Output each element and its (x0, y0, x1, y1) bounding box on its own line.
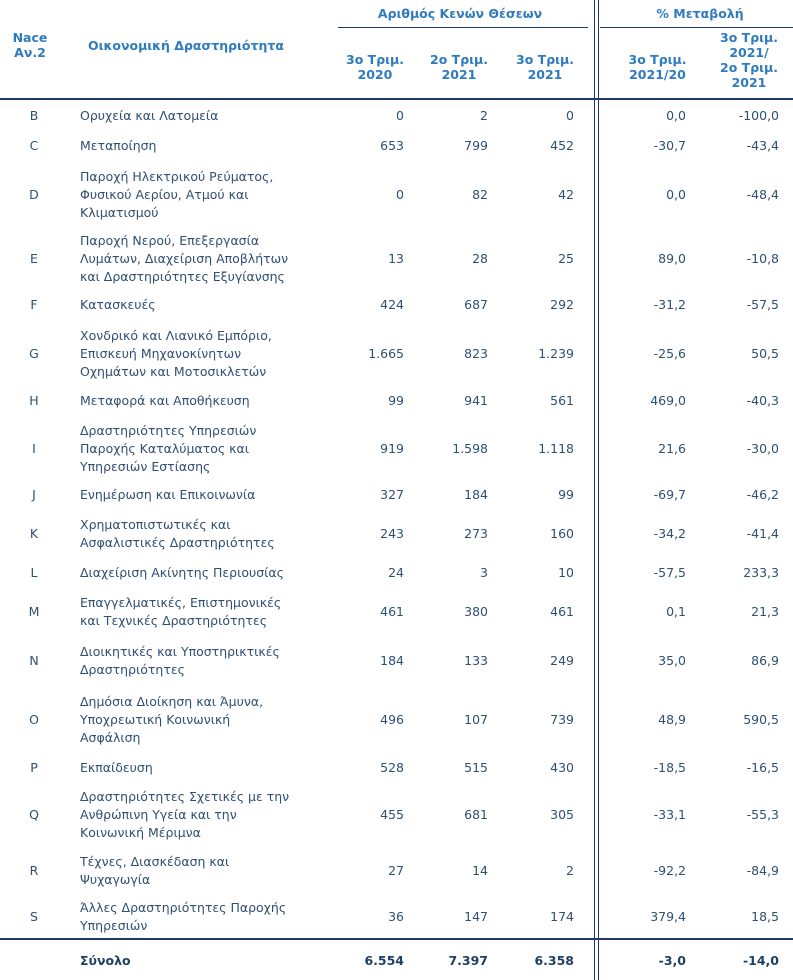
value-q3-2021: 10 (558, 565, 574, 580)
value-q3-2021: 461 (550, 604, 574, 619)
activity-name-line: Παροχή Νερού, Επεξεργασία (80, 233, 260, 248)
change-yoy: -30,7 (653, 138, 686, 153)
value-q3-2020: 1.665 (368, 346, 404, 361)
value-q3-2020: 528 (380, 760, 404, 775)
value-q3-2021: 2 (566, 863, 574, 878)
nace-header (10, 30, 50, 60)
change-yoy: -31,2 (653, 297, 686, 312)
activity-name-line: Ενημέρωση και Επικοινωνία (80, 487, 256, 502)
col5-header (712, 30, 786, 90)
value-q2-2021: 687 (464, 297, 488, 312)
activity-name-line: Κλιματισμού (80, 205, 159, 220)
change-yoy: 89,0 (658, 251, 686, 266)
value-q3-2020: 327 (380, 487, 404, 502)
change-qoq: -46,2 (746, 487, 779, 502)
nace-code: H (29, 393, 39, 408)
change-qoq: 18,5 (751, 909, 779, 924)
column-separator (594, 0, 595, 980)
total-value-col1: 6.554 (364, 953, 404, 968)
activity-name-line: Ψυχαγωγία (80, 872, 151, 887)
activity-name-line: Υπηρεσιών (80, 918, 148, 933)
col1-header-line1: 3ο Τριμ. (346, 52, 404, 67)
nace-code: L (30, 565, 38, 580)
nace-code: R (29, 863, 39, 878)
value-q2-2021: 681 (464, 807, 488, 822)
activity-name-line: Δραστηριότητες Σχετικές με την (80, 789, 290, 804)
activity-name-line: Διοικητικές και Υποστηρικτικές (80, 644, 280, 659)
col2-header-line1: 2ο Τριμ. (430, 52, 488, 67)
col1-header (340, 52, 410, 82)
change-yoy: -33,1 (653, 807, 686, 822)
value-q2-2021: 82 (472, 187, 488, 202)
activity-name-line: Κατασκευές (80, 297, 156, 312)
nace-code: C (29, 138, 39, 153)
change-qoq: -43,4 (746, 138, 779, 153)
change-yoy: -57,5 (653, 565, 686, 580)
change-qoq: -30,0 (746, 441, 779, 456)
activity-name-line: Ασφαλιστικές Δραστηριότητες (80, 535, 275, 550)
total-change-col4: -3,0 (658, 953, 686, 968)
change-yoy: 0,0 (666, 187, 686, 202)
col5-header-line1: 3ο Τριμ. (720, 30, 778, 45)
nace-code: O (29, 712, 39, 727)
value-q3-2020: 424 (380, 297, 404, 312)
change-group-header: % Μεταβολή (656, 6, 744, 21)
column-separator-inner (598, 0, 599, 980)
col4-header-line1: 3ο Τριμ. (628, 52, 687, 67)
col1-header-line2: 2020 (357, 67, 393, 82)
value-q2-2021: 823 (464, 346, 488, 361)
col2-header-line2: 2021 (441, 67, 477, 82)
value-q2-2021: 2 (480, 108, 488, 123)
value-q3-2021: 305 (550, 807, 574, 822)
value-q2-2021: 1.598 (452, 441, 488, 456)
value-q3-2021: 561 (550, 393, 574, 408)
nace-code: Q (29, 807, 39, 822)
activity-name-line: Χονδρικό και Λιανικό Εμπόριο, (80, 328, 272, 343)
activity-name-line: Φυσικού Αερίου, Ατμού και (80, 187, 249, 202)
col2-header (424, 52, 494, 82)
activity-name-line: Δημόσια Διοίκηση και Άμυνα, (80, 694, 264, 709)
total-row (0, 953, 793, 971)
col5-header-line2: 2021/ (729, 45, 769, 60)
nace-code: F (30, 297, 38, 312)
value-q2-2021: 380 (464, 604, 488, 619)
value-q2-2021: 14 (472, 863, 488, 878)
value-q3-2021: 1.118 (538, 441, 574, 456)
activity-header: Οικονομική Δραστηριότητα (88, 38, 284, 53)
value-q3-2021: 25 (558, 251, 574, 266)
activity-name-line: Μεταποίηση (80, 138, 157, 153)
activity-name-line: Υπηρεσιών Εστίασης (80, 459, 211, 474)
activity-name-line: και Τεχνικές Δραστηριότητες (80, 613, 268, 628)
nace-code: K (29, 526, 39, 541)
value-q3-2020: 24 (388, 565, 404, 580)
activity-name-line: Ανθρώπινη Υγεία και την (80, 807, 237, 822)
group-underline-vacancies (338, 27, 588, 28)
activity-name-line: και Δραστηριότητες Εξυγίανσης (80, 269, 285, 284)
change-qoq: -10,8 (746, 251, 779, 266)
value-q3-2020: 0 (396, 187, 404, 202)
change-qoq: -41,4 (746, 526, 779, 541)
change-qoq: -40,3 (746, 393, 779, 408)
change-qoq: -55,3 (746, 807, 779, 822)
value-q3-2020: 99 (388, 393, 404, 408)
activity-name-line: Υποχρεωτική Κοινωνική (80, 712, 231, 727)
total-label: Σύνολο (80, 953, 131, 968)
value-q2-2021: 184 (464, 487, 488, 502)
value-q3-2021: 0 (566, 108, 574, 123)
value-q3-2021: 292 (550, 297, 574, 312)
change-qoq: -16,5 (746, 760, 779, 775)
total-value-col2: 7.397 (448, 953, 488, 968)
col3-header-line1: 3ο Τριμ. (516, 52, 574, 67)
value-q2-2021: 147 (464, 909, 488, 924)
vacancies-group-header: Αριθμός Κενών Θέσεων (377, 6, 543, 21)
change-qoq: 50,5 (751, 346, 779, 361)
value-q3-2020: 455 (380, 807, 404, 822)
activity-name-line: Ορυχεία και Λατομεία (80, 108, 219, 123)
nace-code: B (29, 108, 39, 123)
col4-header (615, 52, 700, 82)
value-q3-2020: 243 (380, 526, 404, 541)
change-yoy: 48,9 (658, 712, 686, 727)
col5-header-line4: 2021 (731, 75, 767, 90)
value-q2-2021: 107 (464, 712, 488, 727)
activity-name-line: Παροχής Καταλύματος και (80, 441, 250, 456)
activity-name-line: Κοινωνική Μέριμνα (80, 825, 201, 840)
nace-header-line2: Αν.2 (14, 45, 46, 60)
activity-name-line: Λυμάτων, Διαχείριση Αποβλήτων (80, 251, 289, 266)
activity-name-line: Τέχνες, Διασκέδαση και (80, 854, 230, 869)
value-q2-2021: 273 (464, 526, 488, 541)
activity-name-line: Δραστηριότητες (80, 662, 185, 677)
value-q3-2020: 0 (396, 108, 404, 123)
activity-name-line: Παροχή Ηλεκτρικού Ρεύματος, (80, 169, 274, 184)
change-qoq: 590,5 (743, 712, 779, 727)
nace-code: S (30, 909, 38, 924)
activity-name-line: Μεταφορά και Αποθήκευση (80, 393, 250, 408)
value-q2-2021: 133 (464, 653, 488, 668)
value-q2-2021: 28 (472, 251, 488, 266)
value-q2-2021: 515 (464, 760, 488, 775)
value-q3-2020: 919 (380, 441, 404, 456)
activity-name-line: Επαγγελματικές, Επιστημονικές (80, 595, 282, 610)
value-q3-2020: 36 (388, 909, 404, 924)
value-q2-2021: 941 (464, 393, 488, 408)
change-yoy: -34,2 (653, 526, 686, 541)
col3-header (510, 52, 580, 82)
change-yoy: -92,2 (653, 863, 686, 878)
change-yoy: 0,0 (666, 108, 686, 123)
change-qoq: -100,0 (738, 108, 779, 123)
value-q3-2021: 42 (558, 187, 574, 202)
change-qoq: -84,9 (746, 863, 779, 878)
group-underline-change (600, 27, 793, 28)
change-yoy: 379,4 (650, 909, 686, 924)
value-q3-2020: 184 (380, 653, 404, 668)
change-qoq: 86,9 (751, 653, 779, 668)
col3-header-line2: 2021 (527, 67, 563, 82)
value-q2-2021: 3 (480, 565, 488, 580)
activity-name-line: Επισκευή Μηχανοκίνητων (80, 346, 242, 361)
change-qoq: 233,3 (743, 565, 779, 580)
nace-code: M (28, 604, 40, 619)
value-q3-2021: 174 (550, 909, 574, 924)
nace-code: J (32, 487, 36, 502)
value-q3-2021: 160 (550, 526, 574, 541)
change-yoy: 0,1 (666, 604, 686, 619)
value-q3-2021: 249 (550, 653, 574, 668)
activity-name-line: Ασφάλιση (80, 730, 141, 745)
nace-code: G (29, 346, 39, 361)
activity-name-line: Δραστηριότητες Υπηρεσιών (80, 423, 257, 438)
value-q3-2021: 99 (558, 487, 574, 502)
change-qoq: -48,4 (746, 187, 779, 202)
value-q3-2020: 13 (388, 251, 404, 266)
change-yoy: 469,0 (650, 393, 686, 408)
col4-header-line2: 2021/20 (629, 67, 686, 82)
value-q3-2020: 27 (388, 863, 404, 878)
activity-name-line: Άλλες Δραστηριότητες Παροχής (80, 900, 287, 915)
value-q3-2021: 739 (550, 712, 574, 727)
value-q3-2021: 1.239 (538, 346, 574, 361)
change-yoy: -25,6 (653, 346, 686, 361)
nace-code: P (30, 760, 38, 775)
value-q3-2021: 430 (550, 760, 574, 775)
change-yoy: -18,5 (653, 760, 686, 775)
header-bottom-rule (0, 98, 793, 100)
col5-header-line3: 2ο Τριμ. (720, 60, 778, 75)
activity-name-line: Διαχείριση Ακίνητης Περιουσίας (80, 565, 284, 580)
change-yoy: -69,7 (653, 487, 686, 502)
nace-header-line1: Nace (12, 30, 48, 45)
change-qoq: -57,5 (746, 297, 779, 312)
nace-code: D (29, 187, 39, 202)
activity-name-line: Οχημάτων και Μοτοσικλετών (80, 364, 267, 379)
value-q3-2020: 496 (380, 712, 404, 727)
nace-code: I (32, 441, 36, 456)
total-top-rule (0, 938, 793, 940)
value-q2-2021: 799 (464, 138, 488, 153)
nace-code: E (30, 251, 38, 266)
activity-name-line: Εκπαίδευση (80, 760, 153, 775)
change-yoy: 35,0 (658, 653, 686, 668)
value-q3-2020: 653 (380, 138, 404, 153)
value-q3-2020: 461 (380, 604, 404, 619)
total-value-col3: 6.358 (534, 953, 574, 968)
nace-code: N (29, 653, 39, 668)
change-yoy: 21,6 (658, 441, 686, 456)
activity-name-line: Χρηματοπιστωτικές και (80, 517, 231, 532)
total-change-col5: -14,0 (742, 953, 779, 968)
change-qoq: 21,3 (751, 604, 779, 619)
value-q3-2021: 452 (550, 138, 574, 153)
